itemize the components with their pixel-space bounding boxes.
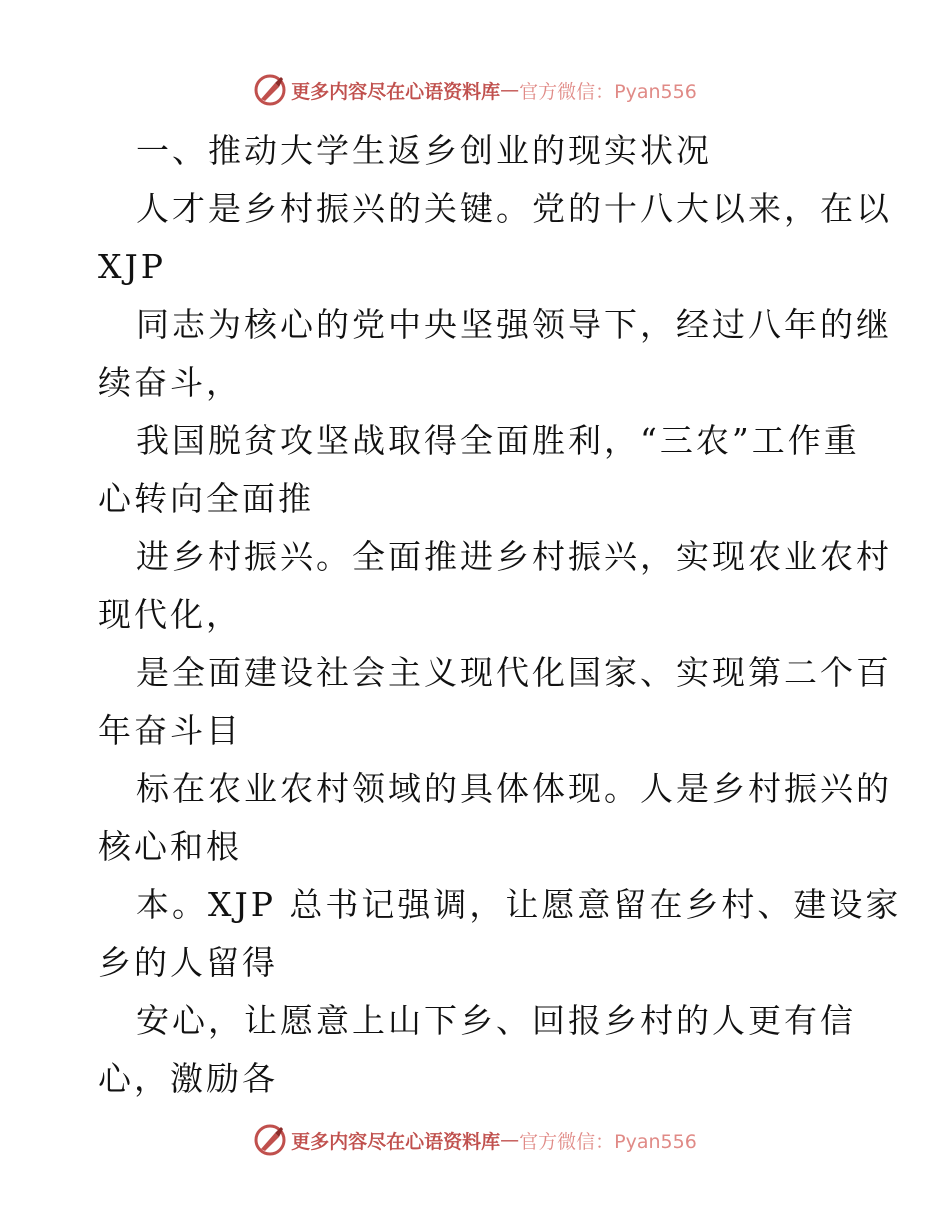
header-banner	[0, 70, 950, 110]
paragraph-line: 年奋斗目	[98, 711, 242, 750]
document-body	[98, 122, 902, 1108]
paragraph-line: XJP	[98, 247, 166, 286]
header-banner-dash: —	[500, 79, 520, 101]
footer-banner-title: 更多内容尽在心语资料库	[291, 1130, 501, 1153]
footer-banner-dash: —	[500, 1129, 520, 1151]
logo-icon	[253, 73, 287, 107]
paragraph-line: 心转向全面推	[98, 479, 314, 518]
section-heading: 一、推动大学生返乡创业的现实状况	[136, 131, 712, 170]
paragraph-line: 续奋斗，	[98, 363, 242, 402]
paragraph-line: 现代化，	[98, 595, 242, 634]
paragraph-line: 核心和根	[98, 827, 242, 866]
logo-icon	[253, 1123, 287, 1157]
footer-banner	[0, 1120, 950, 1160]
paragraph-line: 标在农业农村领域的具体体现。人是乡村振兴的	[136, 769, 892, 808]
paragraph-line: 人才是乡村振兴的关键。党的十八大以来，在以	[136, 189, 892, 228]
paragraph-line: 同志为核心的党中央坚强领导下，经过八年的继	[136, 305, 892, 344]
paragraph-line: 心，激励各	[98, 1059, 278, 1098]
paragraph-line: 安心，让愿意上山下乡、回报乡村的人更有信	[136, 1001, 856, 1040]
paragraph-line: 是全面建设社会主义现代化国家、实现第二个百	[136, 653, 892, 692]
footer-banner-wechat: 官方微信：Pyan556	[519, 1130, 697, 1153]
paragraph-line: 我国脱贫攻坚战取得全面胜利，“三农”工作重	[136, 421, 860, 460]
header-banner-title: 更多内容尽在心语资料库	[291, 80, 501, 103]
paragraph-line: 乡的人留得	[98, 943, 278, 982]
paragraph-line: 本。XJP 总书记强调，让愿意留在乡村、建设家	[136, 885, 902, 924]
paragraph-line: 进乡村振兴。全面推进乡村振兴，实现农业农村	[136, 537, 892, 576]
header-banner-wechat: 官方微信：Pyan556	[519, 80, 697, 103]
